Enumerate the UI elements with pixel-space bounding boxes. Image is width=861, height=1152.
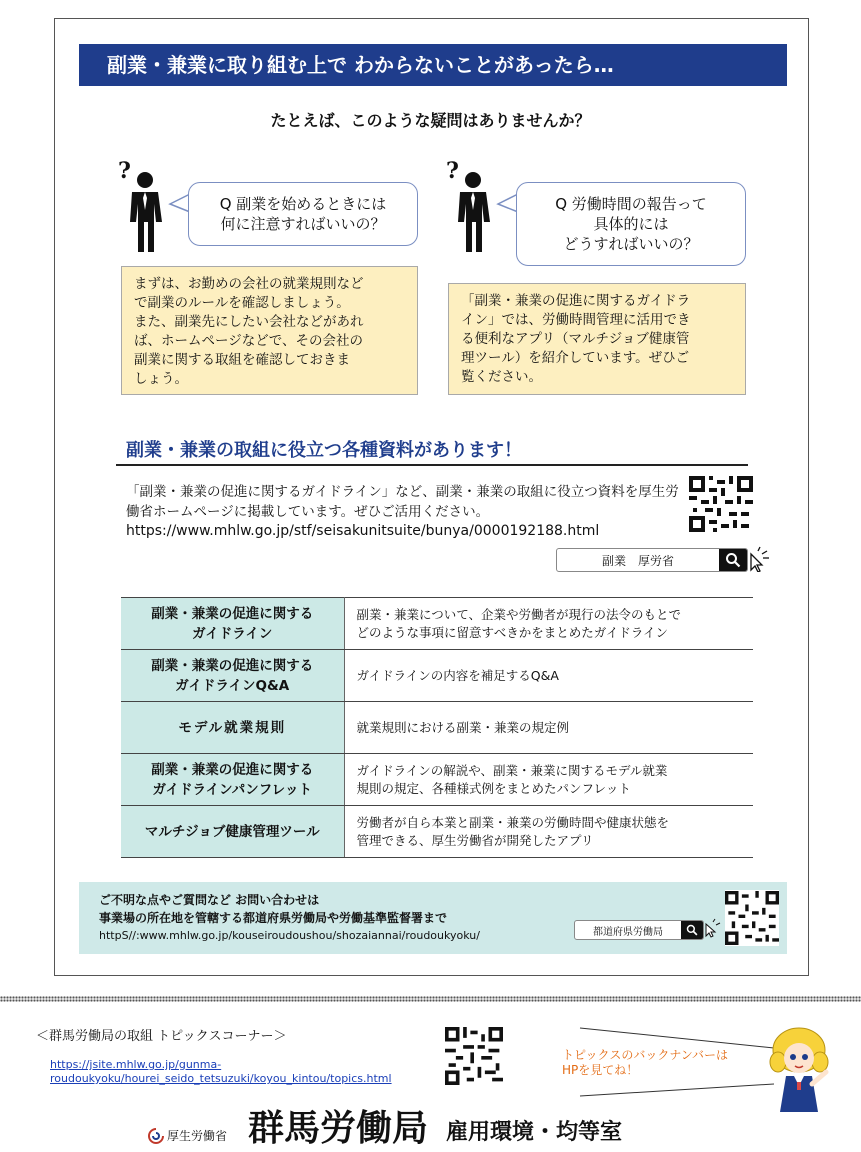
search-box[interactable] [556, 548, 748, 572]
contact-url[interactable]: httpS//:www.mhlw.go.jp/kouseiroudoushou/shozaiannai/roudoukyoku/ [99, 929, 480, 942]
table-row-desc: 就業規則における副業・兼業の規定例 [344, 702, 753, 754]
search-button[interactable] [719, 549, 747, 571]
contact-line: ご不明な点やご質問など お問い合わせは [99, 893, 320, 907]
contact-box [79, 882, 787, 954]
search-label: 都道府県労働局 [593, 926, 663, 938]
dotted-divider [0, 996, 861, 1002]
resources-title: 副業・兼業の取組に役立つ各種資料があります！ [126, 440, 522, 461]
table-row-title: 副業・兼業の促進に関する ガイドライン [121, 598, 344, 650]
table-row-desc: 副業・兼業について、企業や労働者が現行の法令のもとで どのような事項に留意すべきかをまとめたガイドライン [344, 598, 753, 650]
resources-text: 「副業・兼業の促進に関するガイドライン」など、副業・兼業の取組に役立つ資料を厚生労働省ホームページに掲載しています。ぜひご活用ください。 [126, 484, 679, 520]
question-bubble [188, 182, 418, 246]
question-bubble [516, 182, 746, 266]
resources-table [121, 597, 753, 858]
person-icon [118, 168, 164, 254]
question-text: Q 労働時間の報告って 具体的には どうすればいいの？ [555, 195, 707, 253]
callout-text: トピックスのバックナンバーは HPを見てね！ [562, 1048, 728, 1077]
table-row [121, 754, 753, 806]
question-mark-icon: ? [446, 158, 459, 184]
qr-code-icon[interactable] [725, 890, 779, 946]
table-row-desc: 労働者が自ら本業と副業・兼業の労働時間や健康状態を 管理できる、厚生労働省が開発したアプリ [344, 806, 753, 858]
table-row-title: マルチジョブ健康管理ツール [121, 806, 344, 858]
resources-url[interactable]: https://www.mhlw.go.jp/stf/seisakunitsuite/bunya/0000192188.html [126, 523, 600, 539]
bureau-name: 群馬労働局 [248, 1107, 429, 1149]
office-name: 雇用環境・均等室 [446, 1119, 623, 1145]
search-label: 副業 厚労省 [601, 553, 674, 568]
table-row-title: モデル就業規則 [121, 702, 344, 754]
contact-line: 事業場の所在地を管轄する都道府県労働局や労働基準監督署まで [99, 911, 448, 925]
table-row [121, 806, 753, 858]
table-row-title: 副業・兼業の促進に関する ガイドラインパンフレット [121, 754, 344, 806]
topics-url[interactable]: https://jsite.mhlw.go.jp/gunma- roudoukyoku/hourei_seido_tetsuzuki/koyou_kintou/topics.html [50, 1058, 392, 1085]
question-text: Q 副業を始めるときには 何に注意すればいいの？ [219, 195, 387, 233]
ministry-emblem-icon [148, 1128, 164, 1144]
table-row [121, 598, 753, 650]
search-icon [725, 552, 741, 568]
divider [116, 464, 748, 466]
person-icon [446, 168, 492, 254]
search-button[interactable] [681, 921, 703, 939]
search-icon [686, 924, 698, 936]
answer-box: まずは、お勤めの会社の就業規則など で副業のルールを確認しましょう。 また、副業先にしたい会社などがあれ ば、ホームページなどで、その会社の 副業に関する取組を確認しておきま しょう。 [121, 266, 418, 395]
table-row-desc: ガイドラインの内容を補足するQ&A [344, 650, 753, 702]
cursor-click-icon [749, 546, 773, 572]
topics-title: ＜群馬労働局の取組 トピックスコーナー＞ [36, 1029, 287, 1044]
qr-code-icon[interactable] [445, 1027, 503, 1085]
search-box[interactable] [574, 920, 704, 940]
table-row-desc: ガイドラインの解説や、副業・兼業に関するモデル就業 規則の規定、各種様式例をまとめたパンフレット [344, 754, 753, 806]
question-mark-icon: ? [118, 158, 131, 184]
cursor-click-icon [705, 918, 721, 938]
mascot-illustration [766, 1024, 832, 1114]
qr-code-icon[interactable] [689, 476, 753, 532]
table-row-title: 副業・兼業の促進に関する ガイドラインQ&A [121, 650, 344, 702]
answer-box: 「副業・兼業の促進に関するガイドラ イン」では、労働時間管理に活用でき る便利なアプリ（マルチジョブ健康管 理ツール）を紹介しています。ぜひご 覧ください。 [448, 283, 746, 395]
table-row [121, 650, 753, 702]
ministry-logo [148, 1127, 227, 1144]
header-banner: 副業・兼業に取り組む上で わからないことがあったら… [79, 44, 787, 86]
subtitle: たとえば、このような疑問はありませんか？ [270, 111, 591, 130]
ministry-name: 厚生労働省 [167, 1129, 228, 1143]
table-row [121, 702, 753, 754]
